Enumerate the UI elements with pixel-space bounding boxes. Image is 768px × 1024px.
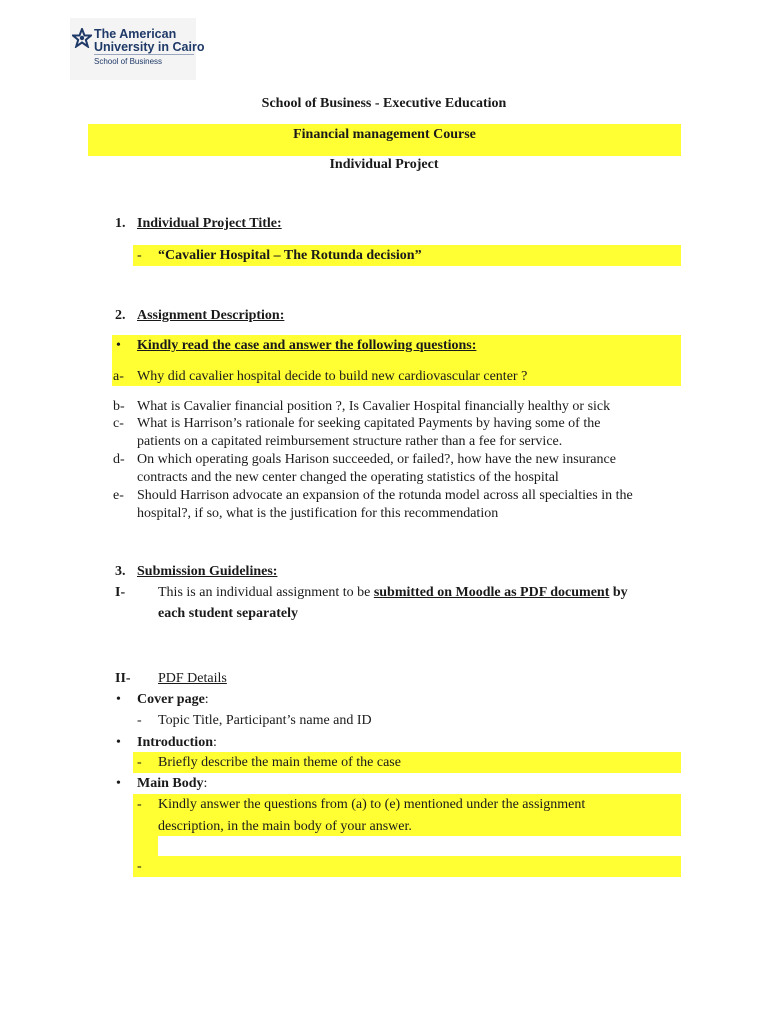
guideline-2-label: II- [115,671,131,686]
pdf-detail-heading: Main Body: [137,776,208,791]
question-text: Why did cavalier hospital decide to build new cardiovascular center ? [137,369,528,384]
dash: - [137,797,142,812]
section-1-item: “Cavalier Hospital – The Rotunda decision” [158,248,422,263]
question-text: contracts and the new center changed the operating statistics of the hospital [137,470,559,485]
main-body-highlight-3 [133,856,681,877]
dash: - [137,755,142,770]
pdf-detail-heading: Cover page: [137,692,209,707]
section-1-title: Individual Project Title: [137,216,282,231]
question-label: e- [113,488,124,503]
guideline-2-title: PDF Details [158,671,227,686]
question-text: patients on a capitated reimbursement structure rather than a fee for service. [137,434,563,449]
question-text: What is Cavalier financial position ?, Is Cavalier Hospital financially healthy or sick [137,399,611,414]
bullet: • [116,735,121,750]
section-2-intro-bullet: • [116,338,121,353]
course-title: Financial management Course [293,127,476,142]
section-2-number: 2. [115,308,126,323]
guideline-1-line-2: each student separately [158,606,298,621]
guideline-1-text [158,584,628,602]
guideline-1-pre: This is an individual assignment to be [158,585,374,600]
dash: - [137,713,142,728]
question-text: On which operating goals Harison succeeded, or failed?, how have the new insurance [137,452,616,467]
section-2-title: Assignment Description: [137,308,285,323]
question-text: Should Harrison advocate an expansion of the rotunda model across all specialties in the [137,488,633,503]
bullet: • [116,776,121,791]
project-heading: Individual Project [329,157,439,172]
pdf-detail-sub: Topic Title, Participant’s name and ID [158,713,372,728]
question-label: d- [113,452,125,467]
guideline-1-post: by [609,585,628,600]
pdf-detail-heading: Introduction: [137,735,217,750]
question-label: a- [113,369,124,384]
question-text: hospital?, if so, what is the justification for this recommendation [137,506,499,521]
pdf-detail-sub: description, in the main body of your answer. [158,819,412,834]
question-label: c- [113,416,124,431]
guideline-1-label: I- [115,585,126,600]
dash: - [137,859,142,874]
logo-emblem-icon [72,28,92,48]
logo-line-3: School of Business [94,57,163,66]
pdf-detail-sub: Kindly answer the questions from (a) to (e) mentioned under the assignment [158,797,586,812]
university-logo [70,18,205,80]
logo-divider [94,54,194,55]
question-label: b- [113,399,125,414]
section-2-intro: Kindly read the case and answer the following questions: [137,338,477,353]
section-3-title: Submission Guidelines: [137,564,278,579]
question-text: What is Harrison’s rationale for seeking capitated Payments by having some of the [137,416,601,431]
guideline-1-emphasis: submitted on Moodle as PDF document [373,585,610,600]
school-heading: School of Business - Executive Education [261,96,507,111]
section-1-bullet: - [137,248,142,263]
bullet: • [116,692,121,707]
section-1-number: 1. [115,216,126,231]
logo-line-1: The American [94,27,177,41]
pdf-detail-sub: Briefly describe the main theme of the case [158,755,401,770]
main-body-highlight-2 [133,836,158,856]
section-3-number: 3. [115,564,126,579]
logo-line-2: University in Cairo [94,40,205,54]
